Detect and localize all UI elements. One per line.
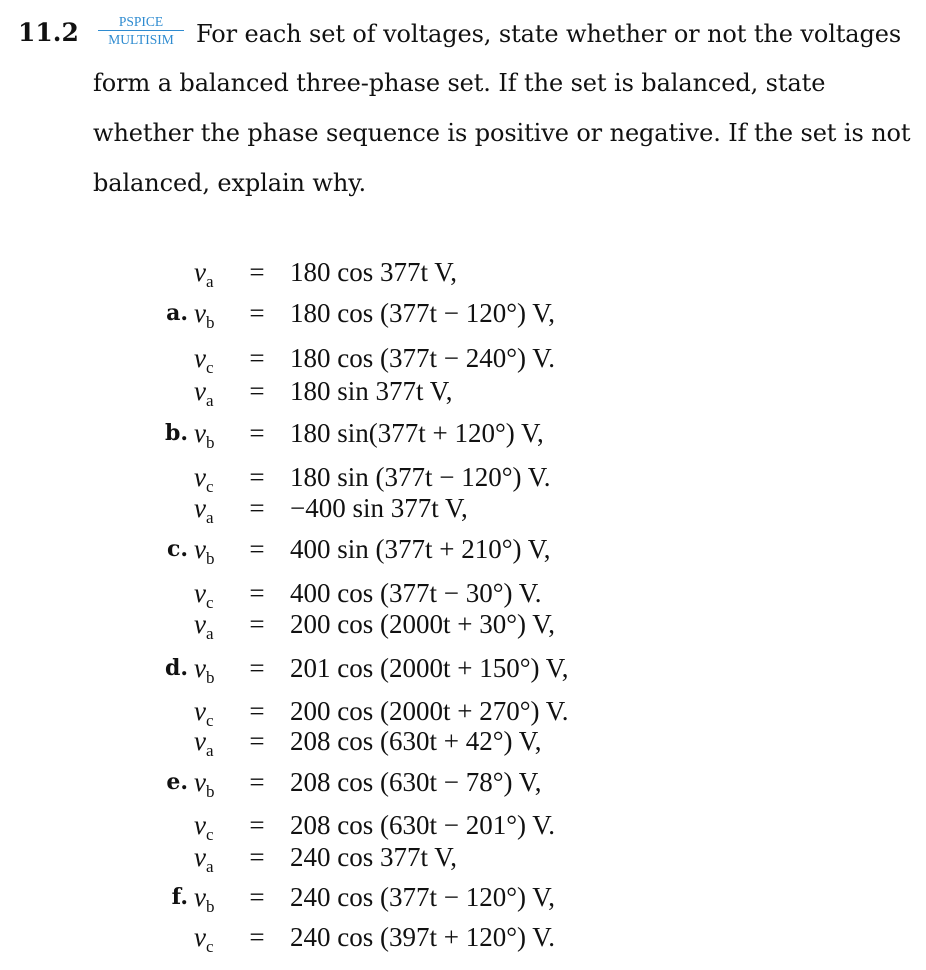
voltage-expression: 201 cos (2000t + 150°) V, bbox=[290, 653, 569, 683]
set-0-row-0 bbox=[0, 255, 926, 291]
voltage-subscript: a bbox=[205, 508, 214, 527]
voltage-subscript: c bbox=[205, 593, 214, 612]
voltage-letter: v bbox=[194, 418, 206, 448]
equals-sign: = bbox=[249, 767, 265, 797]
voltage-subscript: c bbox=[205, 937, 214, 956]
voltage-symbol bbox=[194, 609, 242, 644]
set-0-row-2 bbox=[0, 341, 926, 377]
voltage-subscript: b bbox=[205, 668, 215, 687]
set-label: c. bbox=[166, 536, 188, 562]
equals-sign: = bbox=[249, 842, 265, 872]
voltage-letter: v bbox=[194, 493, 206, 523]
set-2-row-0 bbox=[0, 491, 926, 527]
equals-sign: = bbox=[249, 810, 265, 840]
voltage-symbol bbox=[194, 343, 242, 378]
voltage-letter: v bbox=[194, 257, 206, 287]
voltage-symbol bbox=[194, 376, 242, 411]
equals-sign: = bbox=[249, 298, 265, 328]
voltage-symbol bbox=[194, 418, 242, 453]
voltage-letter: v bbox=[194, 726, 206, 756]
voltage-expression: 240 cos 377t V, bbox=[290, 842, 458, 872]
voltage-letter: v bbox=[194, 922, 206, 952]
voltage-letter: v bbox=[194, 578, 206, 608]
voltage-subscript: c bbox=[205, 711, 214, 730]
set-label: a. bbox=[166, 300, 188, 326]
voltage-expression: 180 cos 377t V, bbox=[290, 257, 458, 287]
voltage-letter: v bbox=[194, 767, 206, 797]
voltage-subscript: c bbox=[205, 825, 214, 844]
voltage-symbol bbox=[194, 767, 242, 802]
set-3-row-1 bbox=[0, 651, 926, 687]
voltage-symbol bbox=[194, 298, 242, 333]
voltage-subscript: a bbox=[205, 857, 214, 876]
set-4-row-2 bbox=[0, 808, 926, 844]
set-label: e. bbox=[166, 769, 188, 795]
voltage-letter: v bbox=[194, 653, 206, 683]
voltage-subscript: a bbox=[205, 272, 214, 291]
equals-sign: = bbox=[249, 882, 265, 912]
statement-line-1: For each set of voltages, state whether or not the voltages bbox=[196, 20, 902, 48]
voltage-subscript: a bbox=[205, 624, 214, 643]
set-0-row-1 bbox=[0, 296, 926, 332]
voltage-symbol bbox=[194, 882, 242, 917]
voltage-symbol bbox=[194, 493, 242, 528]
voltage-subscript: b bbox=[205, 313, 215, 332]
voltage-expression: 400 cos (377t − 30°) V. bbox=[290, 578, 542, 608]
problem-number: 11.2 bbox=[18, 18, 79, 47]
equals-sign: = bbox=[249, 257, 265, 287]
voltage-expression: 208 cos (630t − 201°) V. bbox=[290, 810, 556, 840]
voltage-subscript: a bbox=[205, 391, 214, 410]
voltage-letter: v bbox=[194, 609, 206, 639]
voltage-expression: 200 cos (2000t + 30°) V, bbox=[290, 609, 556, 639]
voltage-expression: 180 sin 377t V, bbox=[290, 376, 453, 406]
voltage-letter: v bbox=[194, 842, 206, 872]
voltage-expression: 240 cos (377t − 120°) V, bbox=[290, 882, 556, 912]
voltage-subscript: a bbox=[205, 741, 214, 760]
equals-sign: = bbox=[249, 922, 265, 952]
equals-sign: = bbox=[249, 493, 265, 523]
equals-sign: = bbox=[249, 462, 265, 492]
equals-sign: = bbox=[249, 726, 265, 756]
set-2-row-1 bbox=[0, 532, 926, 568]
set-3-row-0 bbox=[0, 607, 926, 643]
set-1-row-0 bbox=[0, 374, 926, 410]
voltage-subscript: c bbox=[205, 358, 214, 377]
voltage-expression: 400 sin (377t + 210°) V, bbox=[290, 534, 551, 564]
set-4-row-0 bbox=[0, 724, 926, 760]
voltage-letter: v bbox=[194, 534, 206, 564]
voltage-subscript: b bbox=[205, 897, 215, 916]
voltage-letter: v bbox=[194, 462, 206, 492]
voltage-expression: 240 cos (397t + 120°) V. bbox=[290, 922, 556, 952]
equals-sign: = bbox=[249, 696, 265, 726]
voltage-expression: −400 sin 377t V, bbox=[290, 493, 468, 523]
statement-line-2: form a balanced three-phase set. If the set is balanced, state bbox=[93, 69, 826, 97]
voltage-letter: v bbox=[194, 376, 206, 406]
statement-line-4: balanced, explain why. bbox=[93, 169, 367, 197]
set-1-row-1 bbox=[0, 416, 926, 452]
equals-sign: = bbox=[249, 418, 265, 448]
voltage-symbol bbox=[194, 257, 242, 292]
voltage-letter: v bbox=[194, 882, 206, 912]
voltage-expression: 180 cos (377t − 240°) V. bbox=[290, 343, 556, 373]
set-label: f. bbox=[171, 884, 188, 910]
voltage-symbol bbox=[194, 534, 242, 569]
voltage-letter: v bbox=[194, 343, 206, 373]
equals-sign: = bbox=[249, 578, 265, 608]
equals-sign: = bbox=[249, 609, 265, 639]
equals-sign: = bbox=[249, 534, 265, 564]
voltage-subscript: b bbox=[205, 782, 215, 801]
set-5-row-0 bbox=[0, 840, 926, 876]
pspice-label: PSPICE bbox=[98, 14, 184, 31]
voltage-letter: v bbox=[194, 696, 206, 726]
voltage-symbol bbox=[194, 653, 242, 688]
voltage-letter: v bbox=[194, 298, 206, 328]
voltage-expression: 208 cos (630t − 78°) V, bbox=[290, 767, 542, 797]
voltage-expression: 208 cos (630t + 42°) V, bbox=[290, 726, 542, 756]
multisim-label: MULTISIM bbox=[108, 32, 174, 47]
voltage-symbol bbox=[194, 842, 242, 877]
set-5-row-2 bbox=[0, 920, 926, 956]
voltage-subscript: b bbox=[205, 549, 215, 568]
equals-sign: = bbox=[249, 376, 265, 406]
statement-line-3: whether the phase sequence is positive or negative. If the set is not bbox=[93, 119, 911, 147]
voltage-expression: 180 cos (377t − 120°) V, bbox=[290, 298, 556, 328]
equals-sign: = bbox=[249, 343, 265, 373]
voltage-expression: 180 sin(377t + 120°) V, bbox=[290, 418, 544, 448]
voltage-expression: 180 sin (377t − 120°) V. bbox=[290, 462, 551, 492]
set-5-row-1 bbox=[0, 880, 926, 916]
voltage-letter: v bbox=[194, 810, 206, 840]
equals-sign: = bbox=[249, 653, 265, 683]
set-label: b. bbox=[164, 420, 188, 446]
voltage-expression: 200 cos (2000t + 270°) V. bbox=[290, 696, 569, 726]
voltage-symbol bbox=[194, 922, 242, 957]
voltage-subscript: b bbox=[205, 433, 215, 452]
set-4-row-1 bbox=[0, 765, 926, 801]
voltage-symbol bbox=[194, 726, 242, 761]
voltage-subscript: c bbox=[205, 477, 214, 496]
set-label: d. bbox=[164, 655, 188, 681]
